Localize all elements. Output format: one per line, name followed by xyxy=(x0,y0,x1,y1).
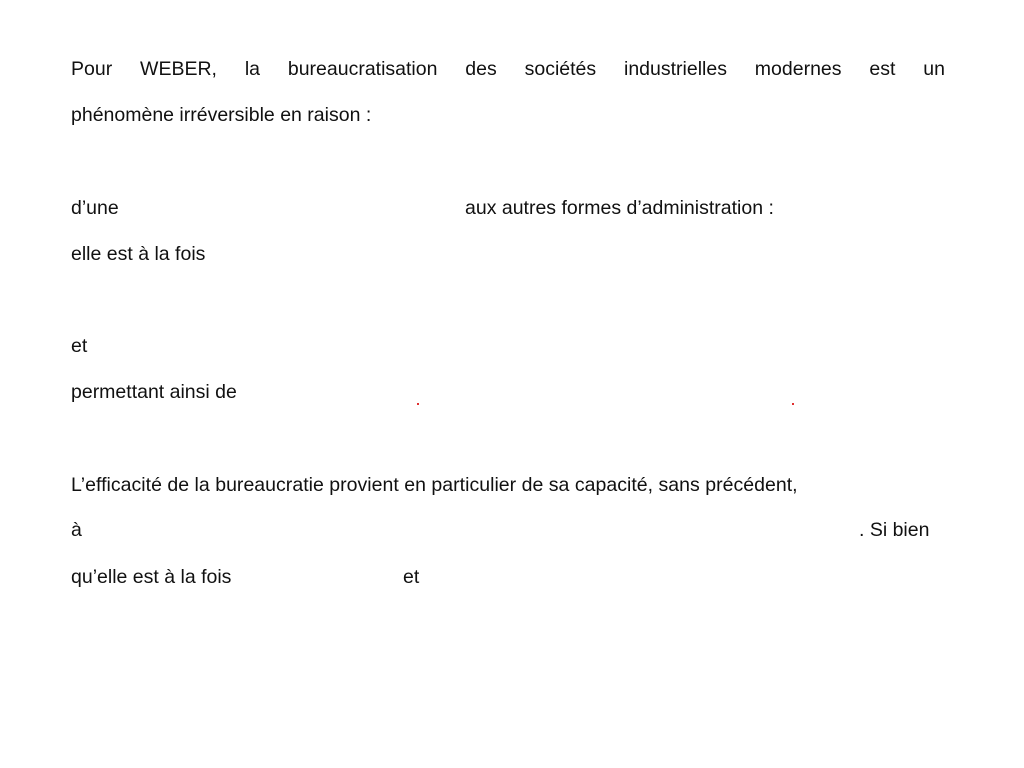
word: un xyxy=(923,58,945,80)
word: modernes xyxy=(754,58,842,80)
paragraph-3-line-2-end: . Si bien xyxy=(859,519,930,541)
word: Pour xyxy=(71,58,113,80)
paragraph-3-line-1 xyxy=(71,473,945,497)
red-mark xyxy=(417,403,419,405)
paragraph-2-line-3: et xyxy=(71,335,88,357)
paragraph-1-line-2: phénomène irréversible en raison : xyxy=(71,104,372,126)
paragraph-2-line-2: elle est à la fois xyxy=(71,243,206,265)
paragraph-3-line-2-start: à xyxy=(71,519,82,541)
paragraph-3-line-3-mid: et xyxy=(403,566,420,588)
word: la xyxy=(244,58,261,80)
red-mark xyxy=(792,403,794,405)
word: bureaucratisation xyxy=(287,58,438,80)
paragraph-2-line-1-start: d’une xyxy=(71,197,119,219)
paragraph-3-line-1-text: L’efficacité de la bureaucratie provient en particulier de sa capacité, sans précédent, xyxy=(71,474,798,496)
word: WEBER, xyxy=(140,58,217,80)
word: sociétés xyxy=(524,58,597,80)
word: des xyxy=(465,58,497,80)
paragraph-3-line-3-start: qu’elle est à la fois xyxy=(71,566,232,588)
paragraph-2-line-4: permettant ainsi de xyxy=(71,381,237,403)
word: est xyxy=(869,58,896,80)
word: industrielles xyxy=(623,58,727,80)
paragraph-2-line-1-end: aux autres formes d’administration : xyxy=(465,197,774,219)
paragraph-1-line-1 xyxy=(71,57,945,81)
